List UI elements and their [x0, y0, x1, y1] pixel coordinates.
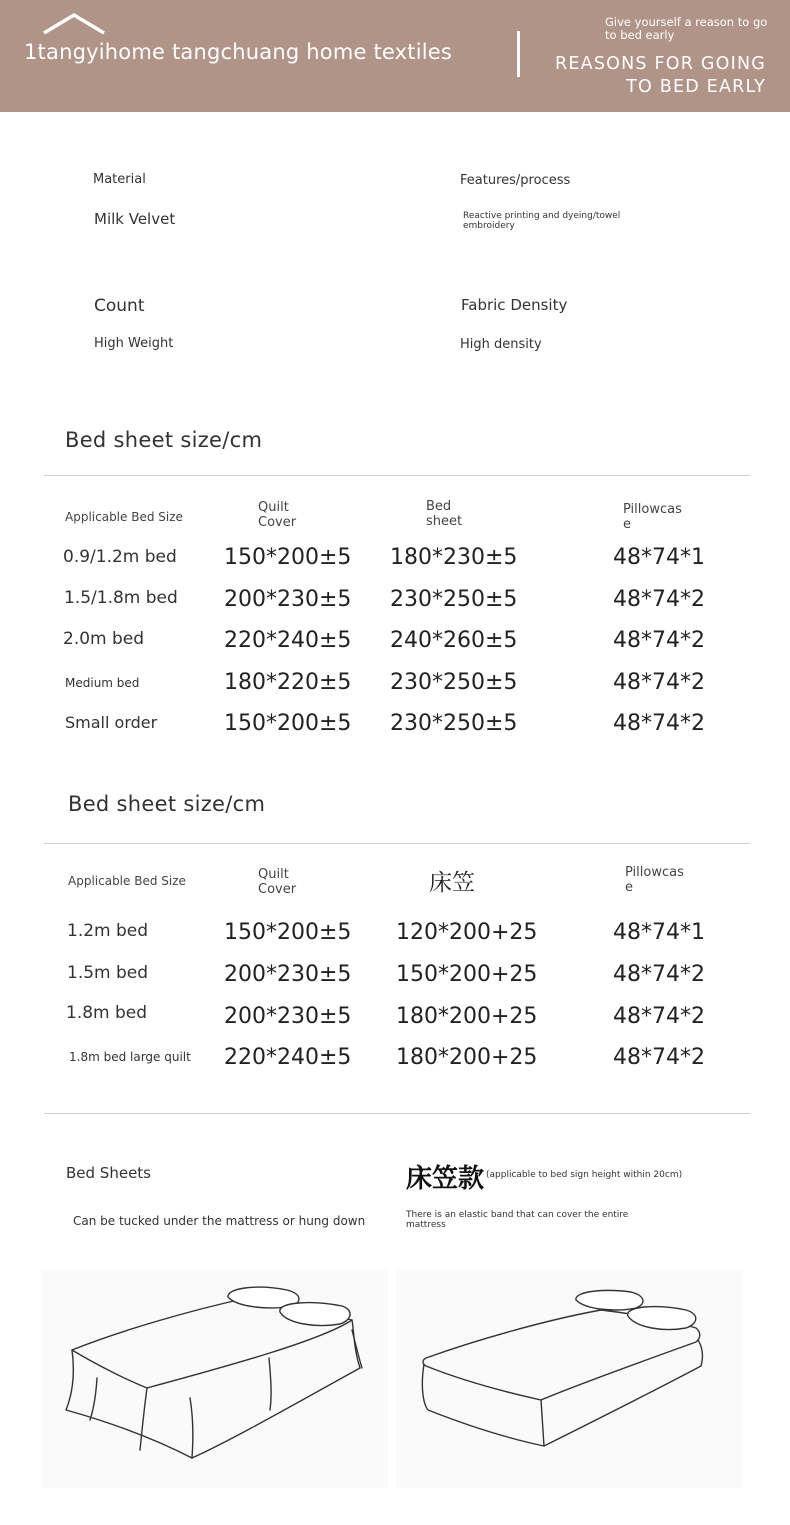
table1-header-bed-size: Applicable Bed Size — [65, 510, 183, 524]
table2-row1-pillow: 48*74*1 — [613, 920, 705, 945]
table1-header-bed-sheet: Bed sheet — [426, 499, 463, 529]
table1-row4-size: Medium bed — [65, 676, 140, 690]
table2-header-fitted-sheet: 床笠 — [429, 870, 475, 896]
table2-header-bed-size: Applicable Bed Size — [68, 874, 186, 888]
fitted-desc: There is an elastic band that can cover the entire mattress — [406, 1210, 629, 1230]
table2-row3-pillow: 48*74*2 — [613, 1004, 705, 1029]
features-value: Reactive printing and dyeing/towel embroidery — [463, 211, 621, 231]
header-banner — [0, 0, 790, 112]
table2-row3-fitted: 180*200+25 — [396, 1004, 538, 1029]
table1-row3-pillow: 48*74*2 — [613, 628, 705, 653]
fitted-sheet-illustration — [396, 1270, 742, 1488]
density-label: Fabric Density — [461, 296, 568, 314]
table1-row4-sheet: 230*250±5 — [390, 670, 518, 695]
count-label: Count — [94, 296, 145, 316]
header-divider — [517, 31, 520, 77]
table2-row2-pillow: 48*74*2 — [613, 962, 705, 987]
table1-row4-pillow: 48*74*2 — [613, 670, 705, 695]
table2-row2-fitted: 150*200+25 — [396, 962, 538, 987]
table2-row1-size: 1.2m bed — [67, 921, 149, 941]
table2-row4-pillow: 48*74*2 — [613, 1045, 705, 1070]
table2-rule — [44, 843, 750, 844]
flat-sheet-illustration — [42, 1270, 388, 1488]
table2-row4-fitted: 180*200+25 — [396, 1045, 538, 1070]
table1-row5-sheet: 230*250±5 — [390, 711, 518, 736]
table2-row4-quilt: 220*240±5 — [224, 1045, 352, 1070]
table1-row3-quilt: 220*240±5 — [224, 628, 352, 653]
roof-logo-icon — [42, 12, 106, 36]
table2-title: Bed sheet size/cm — [68, 792, 266, 816]
table1-row1-sheet: 180*230±5 — [390, 545, 518, 570]
bed-sheets-title: Bed Sheets — [66, 1164, 151, 1182]
tagline-big-line1: REASONS FOR GOING — [555, 54, 766, 74]
fitted-title: 床笠款 — [406, 1164, 485, 1194]
table2-row4-size: 1.8m bed large quilt — [69, 1050, 191, 1064]
flat-sheet-drawing — [42, 1270, 388, 1488]
bed-sheets-desc: Can be tucked under the mattress or hung down — [73, 1214, 366, 1228]
table1-row5-quilt: 150*200±5 — [224, 711, 352, 736]
table1-rule — [44, 475, 750, 476]
brand-name: 1tangyihome tangchuang home textiles — [24, 40, 453, 64]
table2-row1-fitted: 120*200+25 — [396, 920, 538, 945]
material-label: Material — [93, 172, 146, 187]
table1-row2-sheet: 230*250±5 — [390, 587, 518, 612]
table1-header-quilt-cover: Quilt Cover — [258, 500, 297, 530]
table1-title: Bed sheet size/cm — [65, 428, 263, 452]
table2-header-pillowcase: Pillowcase — [625, 865, 684, 895]
table2-header-quilt-cover: Quilt Cover — [258, 867, 297, 897]
tagline-big — [555, 53, 766, 99]
tagline-big-line2: TO BED EARLY — [626, 77, 766, 97]
table2-row3-size: 1.8m bed — [66, 1003, 148, 1023]
styles-rule — [44, 1113, 750, 1114]
material-value: Milk Velvet — [94, 210, 176, 228]
table1-header-pillowcase: Pillowcase — [623, 502, 682, 532]
table1-row1-quilt: 150*200±5 — [224, 545, 352, 570]
table1-row5-size: Small order — [65, 713, 158, 732]
density-value: High density — [460, 337, 542, 352]
table1-row3-sheet: 240*260±5 — [390, 628, 518, 653]
fitted-note: (applicable to bed sign height within 20cm) — [486, 1170, 683, 1180]
count-value: High Weight — [94, 336, 174, 351]
table1-row4-quilt: 180*220±5 — [224, 670, 352, 695]
table1-row2-pillow: 48*74*2 — [613, 587, 705, 612]
tagline-small: Give yourself a reason to go to bed early — [605, 15, 768, 42]
table2-row2-size: 1.5m bed — [67, 963, 149, 983]
table2-row1-quilt: 150*200±5 — [224, 920, 352, 945]
table2-row3-quilt: 200*230±5 — [224, 1004, 352, 1029]
table1-row5-pillow: 48*74*2 — [613, 711, 705, 736]
table1-row2-quilt: 200*230±5 — [224, 587, 352, 612]
features-label: Features/process — [460, 173, 571, 188]
table2-row2-quilt: 200*230±5 — [224, 962, 352, 987]
table1-row1-size: 0.9/1.2m bed — [63, 547, 177, 567]
table1-row2-size: 1.5/1.8m bed — [64, 588, 178, 608]
table1-row3-size: 2.0m bed — [63, 629, 145, 649]
fitted-sheet-drawing — [396, 1270, 742, 1488]
table1-row1-pillow: 48*74*1 — [613, 545, 705, 570]
